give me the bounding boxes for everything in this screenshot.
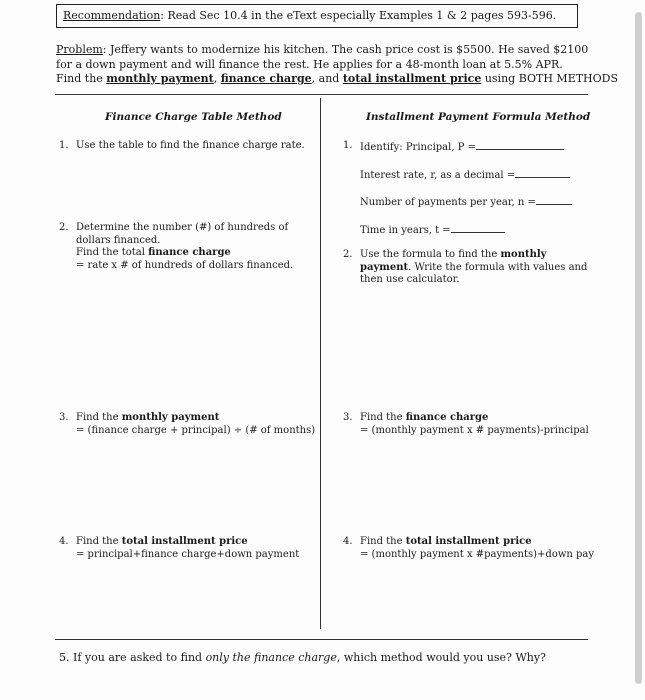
left-item-3-number: 3. xyxy=(59,412,69,423)
question-5-suffix: , which method would you use? Why? xyxy=(336,651,546,664)
problem-line-3 xyxy=(56,72,619,87)
right-column-heading: Installment Payment Formula Method xyxy=(366,111,591,123)
problem-statement xyxy=(56,43,619,87)
right-item-4-number: 4. xyxy=(343,536,353,547)
right-item-2-line-2 xyxy=(360,262,587,275)
left-item-2-line-3-prefix: Find the total xyxy=(76,247,149,258)
left-item-3-line-1-prefix: Find the xyxy=(76,412,122,423)
interest-rate-row xyxy=(360,168,572,183)
question-5-prefix: 5. If you are asked to find xyxy=(59,651,206,664)
right-item-1 xyxy=(343,140,572,237)
column-divider xyxy=(320,98,321,629)
payments-per-year-blank xyxy=(536,195,572,205)
identify-principal-label: Identify: Principal, P = xyxy=(360,142,476,153)
right-item-4 xyxy=(343,536,594,561)
time-in-years-row xyxy=(360,223,572,238)
left-item-4-number: 4. xyxy=(59,536,69,547)
problem-line-3-prefix: Find the xyxy=(56,72,107,85)
right-item-2-line-3: then use calculator. xyxy=(360,274,460,285)
time-in-years-blank xyxy=(451,223,505,233)
question-5 xyxy=(59,651,546,664)
left-item-2-line-3 xyxy=(76,247,293,260)
right-item-4-line-2: = (monthly payment x #payments)+down pay xyxy=(360,548,595,560)
term-installment-price: total installment price xyxy=(342,72,482,85)
right-item-2 xyxy=(343,249,587,287)
left-item-2 xyxy=(59,222,293,272)
term-monthly-payment: monthly payment xyxy=(106,72,214,85)
left-column-heading: Finance Charge Table Method xyxy=(105,111,282,123)
right-item-2-line-1-bold: monthly xyxy=(500,249,547,260)
right-item-2-line-1-prefix: Use the formula to find the xyxy=(360,249,501,260)
left-item-1-text: Use the table to find the finance charge rate. xyxy=(76,140,305,151)
top-divider xyxy=(55,94,588,95)
left-item-1-number: 1. xyxy=(59,140,69,151)
recommendation-box xyxy=(56,4,578,28)
payments-per-year-row xyxy=(360,195,572,210)
left-item-2-line-4: = rate x # of hundreds of dollars financed. xyxy=(76,259,294,271)
left-item-3 xyxy=(59,412,315,437)
problem-line-1 xyxy=(56,43,596,58)
time-in-years-label: Time in years, t = xyxy=(360,224,451,236)
right-item-4-line-1 xyxy=(360,536,594,549)
left-item-4-line-1-prefix: Find the xyxy=(76,536,122,547)
right-item-3-line-1 xyxy=(360,412,589,425)
left-item-2-line-1: Determine the number (#) of hundreds of xyxy=(76,222,289,233)
right-item-3-number: 3. xyxy=(343,412,353,423)
bottom-divider xyxy=(55,639,588,640)
right-item-2-number: 2. xyxy=(343,249,353,260)
left-item-4-line-1-bold: total installment price xyxy=(121,536,248,547)
right-item-4-line-1-bold: total installment price xyxy=(405,536,532,547)
problem-line-2: for a down payment and will finance the rest. He applies for a 48-month loan at 5.5% APR. xyxy=(56,57,563,71)
left-item-3-line-2: = (finance charge + principal) ÷ (# of months) xyxy=(76,424,316,436)
right-item-3-line-1-bold: finance charge xyxy=(405,412,489,423)
left-item-2-line-3-bold: finance charge xyxy=(148,247,231,258)
right-item-3-line-1-prefix: Find the xyxy=(360,412,406,423)
payments-per-year-label: Number of payments per year, n = xyxy=(360,197,536,208)
interest-rate-blank xyxy=(515,168,570,178)
problem-line-1-text: : Jeffery wants to modernize his kitchen. The cash price cost is $5500. He saved $2100 xyxy=(102,43,589,56)
interest-rate-label: Interest rate, r, as a decimal = xyxy=(360,169,516,181)
left-item-3-line-1-bold: monthly payment xyxy=(121,412,220,423)
right-item-2-line-1 xyxy=(360,249,587,262)
right-item-2-line-2-rest: . Write the formula with values and xyxy=(408,261,588,273)
recommendation-text: : Read Sec 10.4 in the eText especially Examples 1 & 2 pages 593-596. xyxy=(160,9,557,22)
right-item-3 xyxy=(343,412,589,437)
sep-and: , and xyxy=(311,72,343,85)
left-item-4-line-2: = principal+finance charge+down payment xyxy=(76,548,300,560)
left-item-4 xyxy=(59,536,299,561)
problem-label: Problem xyxy=(56,43,103,56)
right-item-3-line-2: = (monthly payment x # payments)-principal xyxy=(360,424,589,436)
term-finance-charge: finance charge xyxy=(220,72,312,85)
principal-blank xyxy=(476,140,564,150)
left-item-4-line-1 xyxy=(76,536,299,549)
left-item-3-line-1 xyxy=(76,412,315,425)
left-item-2-line-2: dollars financed. xyxy=(76,234,161,246)
left-item-2-number: 2. xyxy=(59,222,69,233)
left-item-1 xyxy=(59,140,305,153)
right-item-2-line-2-bold: payment xyxy=(360,261,409,273)
problem-line-3-suffix: using BOTH METHODS xyxy=(481,72,619,85)
right-item-1-number: 1. xyxy=(343,140,353,151)
identify-principal-row xyxy=(360,140,572,155)
recommendation-label: Recommendation xyxy=(63,9,161,22)
question-5-italic: only the finance charge xyxy=(205,651,337,664)
right-item-4-line-1-prefix: Find the xyxy=(360,536,406,547)
vertical-scrollbar[interactable] xyxy=(635,12,642,684)
sep-comma: , xyxy=(213,72,221,85)
